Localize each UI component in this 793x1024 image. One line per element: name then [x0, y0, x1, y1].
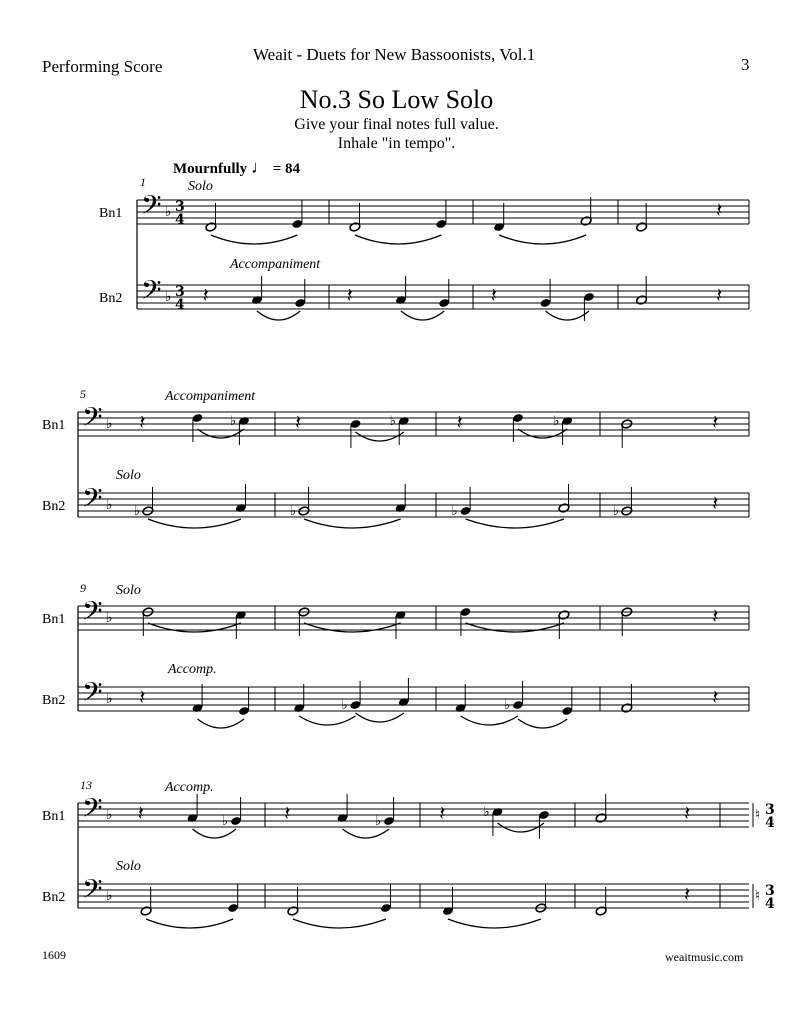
system-4-bn2-end-time-signature-bottom: 4 — [765, 896, 775, 912]
system-4-bn2-end-time-signature-top: 3 — [765, 883, 775, 899]
system-3-bn2-bass-clef-icon: 𝄢 — [82, 676, 103, 714]
system-4-bn1-key-flat-icon: ♭ — [106, 807, 113, 823]
system-1-bn1-m4-note-2-rest: 𝄽 — [716, 198, 723, 222]
system-1-bn1-expression: Solo — [188, 179, 213, 194]
system-2-bn1-m1-note-3-flat-icon: ♭ — [230, 414, 237, 429]
system-1-bn1-instrument-label: Bn1 — [99, 206, 123, 221]
collection-title: Weait - Duets for New Bassoonists, Vol.1 — [253, 45, 536, 64]
system-2-bn2-key-flat-icon: ♭ — [106, 497, 113, 513]
page-number: 3 — [741, 55, 750, 74]
system-4-bn2-m3-note-2-slur — [448, 919, 541, 928]
system-1-bn1-key-flat-icon: ♭ — [165, 204, 172, 220]
system-1-bn2-key-flat-icon: ♭ — [165, 289, 172, 305]
system-2-bn1-expression: Accompaniment — [165, 389, 256, 404]
system-1-bn1-time-signature-bottom: 4 — [175, 212, 185, 228]
system-1-bn2-bass-clef-icon: 𝄢 — [141, 274, 162, 312]
system-4-bn1-m3-note-1-rest: 𝄽 — [439, 801, 446, 825]
system-3-bn1-instrument-label: Bn1 — [42, 612, 66, 627]
tempo-value: = 84 — [272, 161, 300, 177]
system-1-bn2-m1-note-1-rest: 𝄽 — [202, 283, 209, 307]
system-1-bn2-m3-note-1-rest: 𝄽 — [490, 283, 497, 307]
system-2-bn2-m2-note-2-slur — [304, 519, 401, 528]
system-2-bn2-bass-clef-icon: 𝄢 — [82, 482, 103, 520]
system-2-bn2-instrument-label: Bn2 — [42, 499, 66, 514]
system-1-bn2-time-signature-top: 3 — [175, 284, 185, 300]
system-2-bn2-expression: Solo — [116, 468, 141, 483]
system-3-bn2-key-flat-icon: ♭ — [106, 691, 113, 707]
system-4-bn1-m2-note-1-rest: 𝄽 — [284, 801, 291, 825]
system-2-bn2-m3-note-2-slur — [466, 519, 564, 528]
system-1-bn2-m2-note-3-slur — [401, 311, 444, 320]
system-4-bn1-expression: Accomp. — [165, 780, 214, 795]
score-type-label: Performing Score — [42, 57, 163, 76]
system-2-bn1-instrument-label: Bn1 — [42, 418, 66, 433]
system-4-bn2-expression: Solo — [116, 859, 141, 874]
system-1-bn1-m3-note-2-slur — [499, 235, 586, 244]
system-2-bn1-m2-note-1-rest: 𝄽 — [295, 410, 302, 434]
footer-code: 1609 — [42, 948, 66, 962]
system-1-bn2-m1-note-3-slur — [257, 311, 300, 320]
tempo-word: Mournfully — [173, 161, 248, 177]
system-2-bn1-m3-note-1-rest: 𝄽 — [456, 410, 463, 434]
system-3-bn2-instrument-label: Bn2 — [42, 693, 66, 708]
system-1-bn1-m1-note-2-slur — [211, 235, 297, 244]
system-2-bn2-m2-note-1-flat-icon: ♭ — [289, 504, 297, 519]
system-4-bn1-m2-note-3-slur — [343, 829, 390, 838]
system-2-bn2-m4-note-1-flat-icon: ♭ — [612, 504, 619, 519]
system-3-bn2-m1-note-1-rest: 𝄽 — [139, 685, 146, 709]
system-3-bn2-m2-note-2-slur — [299, 716, 355, 725]
system-4-bn1-m1-note-3-slur — [193, 829, 237, 838]
system-4-bn1-m2-note-3-flat-icon: ♭ — [375, 814, 382, 829]
system-2-bn1-m4-note-2-rest: 𝄽 — [712, 410, 719, 434]
system-4-bn1-m1-note-1-rest: 𝄽 — [137, 801, 144, 825]
system-1-bn2-instrument-label: Bn2 — [99, 291, 123, 306]
system-3-bn2-expression: Accomp. — [168, 662, 217, 677]
system-3-bn2-m2-note-2-flat-icon: ♭ — [341, 698, 348, 713]
system-3-bn2-m1-note-3-slur — [198, 719, 245, 728]
system-4-bn1-end-time-signature-bottom: 4 — [765, 815, 775, 831]
system-3-bn1-bass-clef-icon: 𝄢 — [82, 595, 103, 633]
system-4-bn2-end-time-signature-natural: ♮ — [755, 888, 761, 904]
system-1-bn1-time-signature-top: 3 — [175, 199, 185, 215]
system-4-measure-number: 13 — [80, 778, 92, 792]
system-4-bn1-end-time-signature-natural: ♮ — [755, 807, 761, 823]
system-2-bn2-m4-note-2-rest: 𝄽 — [712, 491, 719, 515]
system-3-bn2-m3-note-2-slur — [461, 716, 518, 725]
system-2-bn1-m1-note-1-rest: 𝄽 — [139, 410, 146, 434]
quarter-note-icon: ♩ — [250, 157, 269, 177]
system-4-bn2-m2-note-2-slur — [293, 919, 386, 928]
system-1-bn2-m3-note-3-slur — [546, 311, 590, 320]
system-4-bn2-instrument-label: Bn2 — [42, 890, 66, 905]
system-3-bn1-key-flat-icon: ♭ — [106, 610, 113, 626]
system-4-bn2-key-flat-icon: ♭ — [106, 888, 113, 904]
system-2-bn2-m1-note-2-slur — [148, 519, 241, 528]
system-3-bn2-m3-note-3-slur — [518, 719, 567, 728]
system-1-bn1-bass-clef-icon: 𝄢 — [141, 189, 162, 227]
system-3-bn1-expression: Solo — [116, 583, 141, 598]
system-4-bn1-instrument-label: Bn1 — [42, 809, 66, 824]
system-1-bn2-m4-note-2-rest: 𝄽 — [716, 283, 723, 307]
system-2-bn2-m3-note-1-flat-icon: ♭ — [451, 504, 458, 519]
system-1-bn2-m2-note-1-rest: 𝄽 — [346, 283, 353, 307]
system-4-bn1-m3-note-2-flat-icon: ♭ — [483, 805, 490, 820]
system-4-bn1-end-time-signature-top: 3 — [765, 802, 775, 818]
system-2-measure-number: 5 — [80, 387, 86, 401]
system-4-bn1-bass-clef-icon: 𝄢 — [82, 792, 103, 830]
system-1-measure-number: 1 — [140, 175, 146, 189]
piece-title: No.3 So Low Solo — [299, 85, 494, 114]
system-4-bn2-bass-clef-icon: 𝄢 — [82, 873, 103, 911]
system-2-bn1-bass-clef-icon: 𝄢 — [82, 401, 103, 439]
system-2-bn2-m1-note-1-flat-icon: ♭ — [133, 504, 141, 519]
system-3-bn2-m2-note-3-slur — [356, 713, 404, 722]
system-4-bn1-m1-note-3-flat-icon: ♭ — [222, 814, 229, 829]
instruction-line-2: Inhale "in tempo". — [337, 135, 456, 152]
system-3-bn2-m4-note-2-rest: 𝄽 — [712, 685, 719, 709]
system-1-bn2-time-signature-bottom: 4 — [175, 297, 185, 313]
system-2-bn1-m3-note-3-flat-icon: ♭ — [553, 414, 560, 429]
system-1-bn1-m2-note-2-slur — [355, 235, 441, 244]
system-4-bn1-m4-note-2-rest: 𝄽 — [684, 801, 691, 825]
system-2-bn1-key-flat-icon: ♭ — [106, 416, 113, 432]
system-4-bn2-m1-note-2-slur — [146, 919, 233, 928]
system-1-bn2-expression: Accompaniment — [230, 257, 321, 272]
system-2-bn1-m2-note-3-flat-icon: ♭ — [389, 414, 396, 429]
system-3-bn1-m4-note-2-rest: 𝄽 — [712, 604, 719, 628]
system-3-measure-number: 9 — [80, 581, 86, 595]
system-4-bn2-m4-note-2-rest: 𝄽 — [684, 882, 691, 906]
footer-website: weaitmusic.com — [665, 950, 744, 964]
instruction-line-1: Give your final notes full value. — [294, 116, 499, 133]
system-3-bn2-m3-note-2-flat-icon: ♭ — [504, 698, 511, 713]
